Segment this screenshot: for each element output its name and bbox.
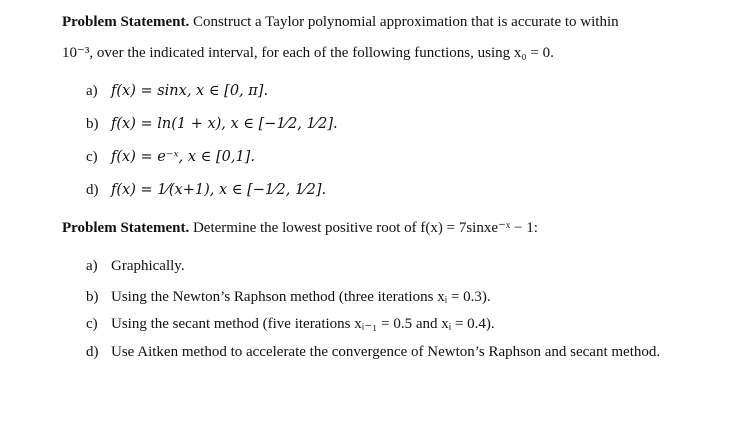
problem1-item-b-label: b) bbox=[86, 116, 99, 132]
problem1-heading: Problem Statement. bbox=[62, 14, 190, 30]
problem2-item-b-label: b) bbox=[86, 289, 99, 305]
problem2-item-c-label: c) bbox=[86, 316, 98, 332]
problem2-item-a-text: Graphically. bbox=[111, 258, 185, 274]
problem2-item-a-label: a) bbox=[86, 258, 98, 274]
problem1-item-c-label: c) bbox=[86, 149, 98, 165]
problem1-intro-part1: Construct a Taylor polynomial approximation that is accurate to within bbox=[189, 14, 619, 30]
problem2-item-d-label: d) bbox=[86, 344, 99, 360]
problem2-item-d-text: Use Aitken method to accelerate the convergence of Newton’s Raphson and secant method. bbox=[111, 344, 661, 360]
problem1-intro-line1 bbox=[62, 12, 619, 32]
problem1-item-a-label: a) bbox=[86, 83, 98, 99]
problem1-intro-line2: 10⁻³, over the indicated interval, for each of the following functions, using x₀ = 0. bbox=[62, 45, 554, 61]
problem1-item-c-text: f(x) = e⁻ˣ, x ∈ [0,1]. bbox=[111, 149, 255, 165]
problem2-heading: Problem Statement. bbox=[62, 220, 190, 236]
problem1-item-a-text: f(x) = sinx, x ∈ [0, π]. bbox=[111, 83, 269, 99]
problem2-intro-line bbox=[62, 218, 538, 238]
problem2-intro: Determine the lowest positive root of f(x) = 7sinxe⁻ˣ − 1: bbox=[189, 220, 538, 236]
problem1-item-d-text: f(x) = 1⁄(x+1), x ∈ [−1⁄2, 1⁄2]. bbox=[111, 182, 327, 198]
problem2-item-b-text: Using the Newton’s Raphson method (three iterations xᵢ = 0.3). bbox=[111, 289, 491, 305]
problem1-item-d-label: d) bbox=[86, 182, 99, 198]
problem1-item-b-text: f(x) = ln(1 + x), x ∈ [−1⁄2, 1⁄2]. bbox=[111, 116, 338, 132]
problem2-item-c-text: Using the secant method (five iterations xᵢ₋₁ = 0.5 and xᵢ = 0.4). bbox=[111, 316, 495, 332]
